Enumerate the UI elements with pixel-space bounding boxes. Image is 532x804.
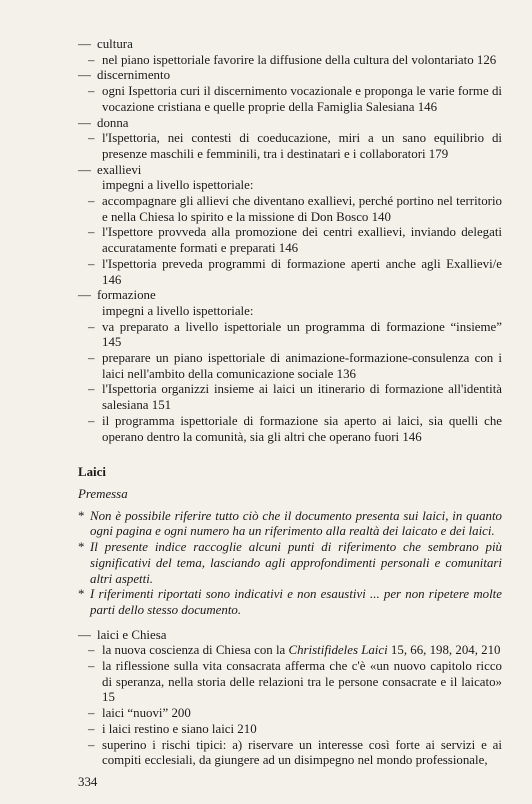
item-text: i laici restino e siano laici 210: [102, 721, 257, 736]
dash-marker: –: [88, 382, 95, 397]
note-item: [78, 587, 502, 618]
em-dash-marker: —: [78, 115, 91, 130]
list-item: [78, 68, 502, 84]
note-item: [78, 540, 502, 587]
em-dash-marker: —: [78, 68, 91, 83]
item-text: la riflessione sulla vita consacrata afferma che c'è «un nuovo capitolo ricco di speranza, nella storia delle relazioni tra le persone consacrate e il laicato» 15: [102, 659, 502, 705]
dash-marker: –: [88, 194, 95, 209]
list-item: [78, 225, 502, 256]
list-item: [78, 628, 502, 644]
list-item: [78, 643, 502, 659]
asterisk-marker: *: [78, 540, 85, 555]
note-text: I riferimenti riportati sono indicativi e non esaustivi ... per non ripetere molte parti dello stesso documento.: [90, 587, 502, 617]
dash-marker: –: [88, 706, 95, 721]
item-text: ogni Ispettoria curi il discernimento vocazionale e proponga le varie forme di vocazione cristiana e quelle proprie della Famiglia Salesiana 146: [102, 84, 502, 114]
topic-label: discernimento: [97, 68, 171, 83]
list-item: [78, 659, 502, 706]
dash-marker: –: [88, 413, 95, 428]
dash-marker: –: [88, 319, 95, 334]
dash-marker: –: [88, 659, 95, 674]
note-text: Non è possibile riferire tutto ciò che il documento presenta sui laici, in quanto ogni pagina e ogni numero ha un riferimento alla realtà dei laicato e dei laici.: [90, 508, 502, 539]
list-item: [78, 351, 502, 382]
item-text: nel piano ispettoriale favorire la diffusione della cultura del volontariato 126: [102, 52, 497, 67]
em-dash-marker: —: [78, 37, 91, 51]
topic-label: exallievi: [97, 162, 142, 177]
item-text: superino i rischi tipici: a) riservare un interesse così forte ai servizi e ai compiti ecclesiali, da giungere ad un disimpegno nel mondo professionale,: [102, 737, 502, 768]
sub-heading: impegni a livello ispettoriale:: [102, 178, 254, 193]
list-item: [78, 382, 502, 413]
note-item: [78, 509, 502, 540]
asterisk-marker: *: [78, 508, 85, 523]
item-text: accompagnare gli allievi che diventano exallievi, perché portino nel territorio e nella Chiesa lo spirito e la missione di Don Bosco 140: [102, 194, 502, 224]
item-text: il programma ispettoriale di formazione sia aperto ai laici, sia quelli che operano dentro la comunità, sia gli altri che operano fuori 146: [102, 413, 502, 444]
item-text: l'Ispettoria, nei contesti di coeducazione, miri a un sano equilibrio di presenze maschili e femminili, tra i destinatari e i collaboratori 179: [102, 131, 502, 161]
list-item: [78, 84, 502, 115]
dash-marker: –: [88, 351, 95, 366]
dash-marker: –: [88, 131, 95, 146]
sub-heading: impegni a livello ispettoriale:: [102, 303, 254, 318]
list-item: [78, 414, 502, 445]
dash-marker: –: [88, 737, 95, 752]
section-title: Laici: [78, 465, 106, 480]
list-item: [78, 320, 502, 351]
list-item: [78, 722, 502, 738]
em-dash-marker: —: [78, 627, 91, 642]
list-item: [78, 131, 502, 162]
list-item: [78, 738, 502, 769]
topic-label: formazione: [97, 288, 156, 303]
dash-marker: –: [88, 52, 95, 67]
topic-label: cultura: [97, 37, 133, 51]
item-text: preparare un piano ispettoriale di animazione-formazione-consulenza con i laici nell'ambito della comunicazione sociale 136: [102, 351, 502, 381]
item-text: l'Ispettore provveda alla promozione dei centri exallievi, inviando delegati accuratamente formati e preparati 146: [102, 225, 502, 256]
item-text: l'Ispettoria preveda programmi di formazione aperti anche agli Exallievi/e 146: [102, 256, 502, 287]
dash-marker: –: [88, 225, 95, 240]
list-item: [78, 37, 502, 53]
document-title: Christifideles Laici: [288, 643, 388, 658]
item-text: l'Ispettoria organizzi insieme ai laici un itinerario di formazione all'identità salesiana 151: [102, 382, 502, 413]
page-number: 334: [78, 775, 98, 789]
list-item: [78, 163, 502, 179]
dash-marker: –: [88, 643, 95, 658]
em-dash-marker: —: [78, 162, 91, 177]
list-item: [78, 706, 502, 722]
page-content: [78, 37, 502, 769]
list-item: [78, 194, 502, 225]
dash-marker: –: [88, 721, 95, 736]
list-item: [78, 53, 502, 69]
dash-marker: –: [88, 84, 95, 99]
asterisk-marker: *: [78, 587, 85, 602]
subsection-title: Premessa: [78, 486, 128, 501]
list-item: [78, 116, 502, 132]
item-text-before: la nuova coscienza di Chiesa con la: [102, 643, 289, 658]
topic-label: donna: [97, 115, 129, 130]
item-text: va preparato a livello ispettoriale un programma di formazione “insieme” 145: [102, 319, 502, 350]
item-text-after: 15, 66, 198, 204, 210: [387, 643, 501, 658]
note-text: Il presente indice raccoglie alcuni punti di riferimento che sembrano più significativi del tema, lasciando agli approfondimenti personali e comunitari altri aspetti.: [90, 540, 502, 586]
list-item: [78, 257, 502, 288]
item-text: laici “nuovi” 200: [102, 706, 191, 721]
dash-marker: –: [88, 256, 95, 271]
topic-label: laici e Chiesa: [97, 627, 167, 642]
list-item: [78, 288, 502, 304]
em-dash-marker: —: [78, 288, 91, 303]
